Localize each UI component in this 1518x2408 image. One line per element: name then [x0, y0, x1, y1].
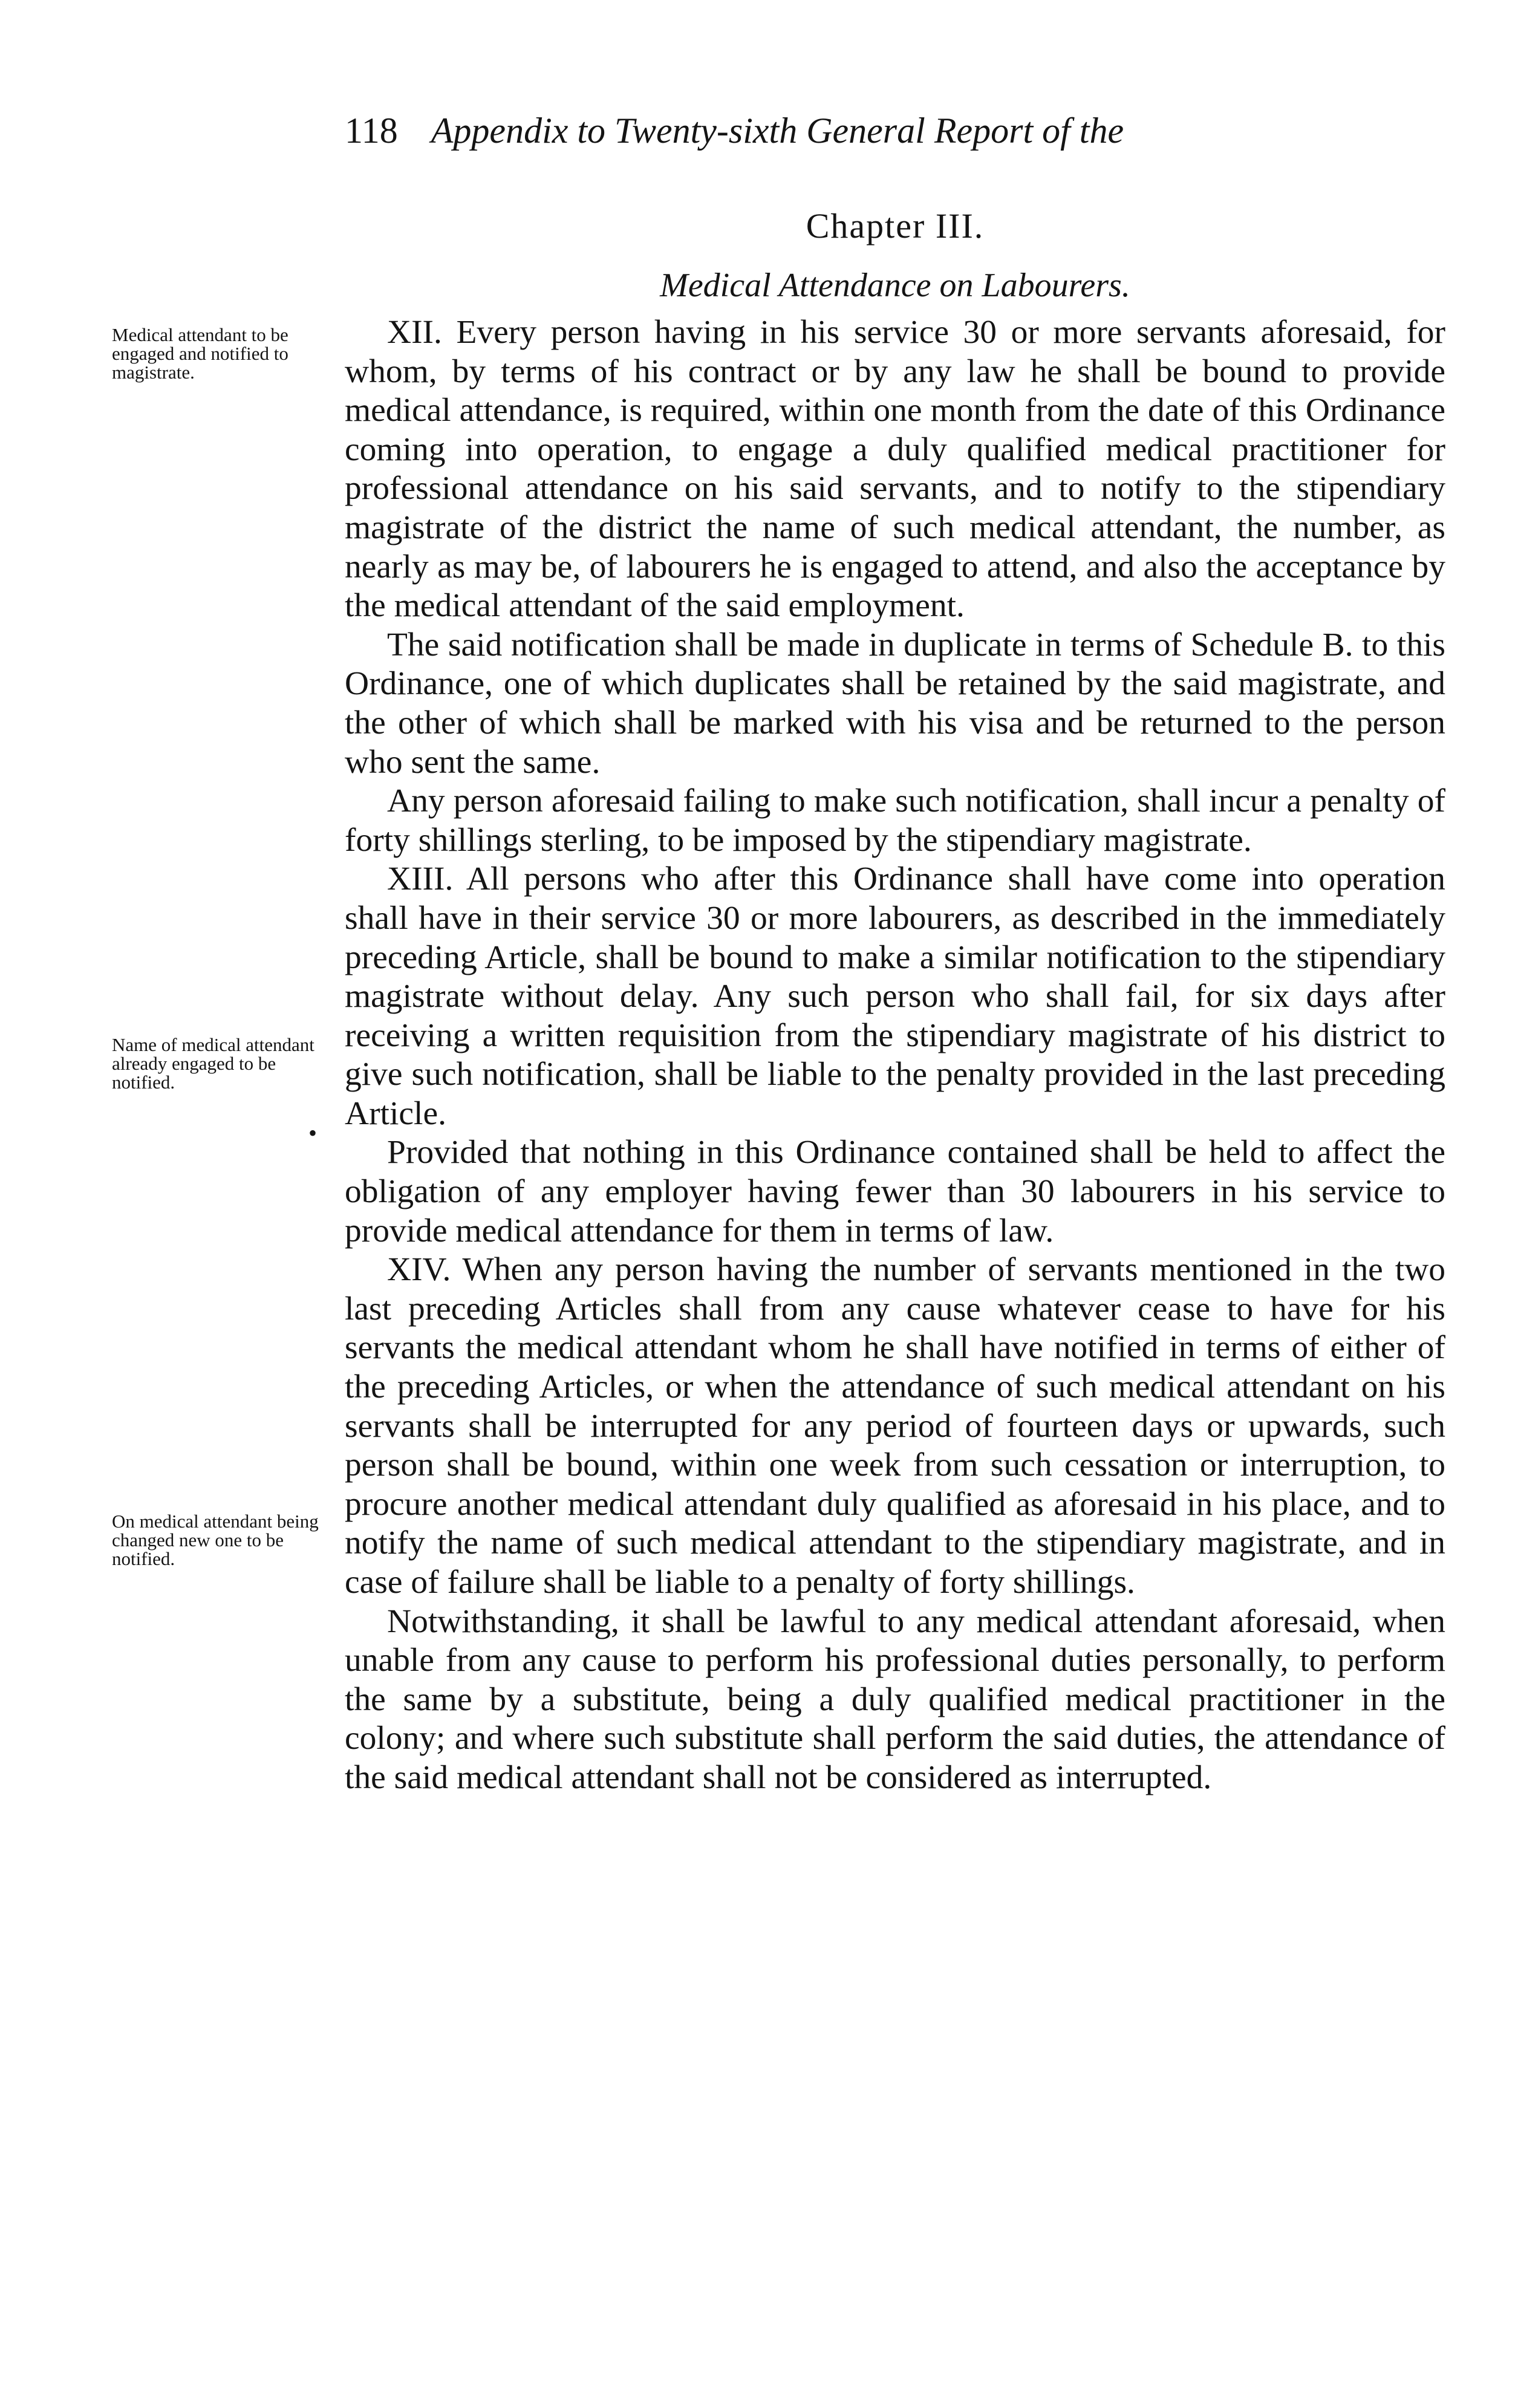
paragraph-article-xii: XII. Every person having in his service 30 or more servants aforesaid, for whom, by terms of his contract or by any law he shall be bound to provide medical attendance, is required, within one month from the date of this Ordinance coming into operation, to engage a duly qualified medical practitioner for professional attendance on his said servants, and to notify to the stipendiary magistrate of the district the name of such medical attendant, the number, as nearly as may be, of labourers he is engaged to attend, and also the acceptance by the medical attendant of the said employment. — [345, 314, 1445, 625]
running-header — [345, 110, 1445, 164]
paragraph-substitute: Notwithstanding, it shall be lawful to any medical attendant aforesaid, when unable from any cause to perform his professional duties personally, to perform the same by a substitute, being a duly qualified medical practitioner in the colony; and where such substitute shall perform the said duties, the attendance of the said medical attendant shall not be considered as interrupted. — [345, 1603, 1445, 1796]
paragraph-article-xiv: XIV. When any person having the number of servants mentioned in the two last preceding Articles shall from any cause whatever cease to have for his servants the medical attendant whom he shall have notified in terms of either of the preceding Articles, or when the attendance of such medical attendant on his servants shall be interrupted for any period of fourteen days or upwards, such person shall be bound, within one week from such cessation or interruption, to procure another medical attendant duly qualified as aforesaid in his place, and to notify the name of such medical attendant to the stipendiary magistrate, and in case of failure shall be liable to a penalty of forty shillings. — [345, 1251, 1445, 1601]
paragraph-article-xiii: XIII. All persons who after this Ordinance shall have come into operation shall have in their service 30 or more labourers, as described in the immediately preceding Article, shall be bound to make a similar notification to the stipendiary magistrate without delay. Any such person who shall fail, for six days after receiving a written requisition from the stipendiary magistrate of his district to give such notification, shall be liable to the penalty provided in the last preceding Article. — [345, 861, 1445, 1132]
chapter-heading: Chapter III. — [806, 206, 985, 246]
body-text — [345, 313, 1445, 1798]
side-note-article-xiv: On medical attendant being changed new one to be notified. — [112, 1511, 319, 1569]
running-title: Appendix to Twenty-sixth General Report of the — [431, 111, 1124, 151]
paragraph-duplicate-notification: The said notification shall be made in duplicate in terms of Schedule B. to this Ordinance, one of which duplicates shall be retained by the said magistrate, and the other of which shall be marked with his visa and be returned to the person who sent the same. — [345, 626, 1445, 781]
margin-mark: • — [308, 1119, 318, 1147]
paragraph-penalty: Any person aforesaid failing to make such notification, shall incur a penalty of forty shillings sterling, to be imposed by the stipendiary magistrate. — [345, 783, 1445, 859]
chapter-subtitle: Medical Attendance on Labourers. — [660, 267, 1130, 304]
page-number: 118 — [345, 111, 398, 151]
paragraph-proviso: Provided that nothing in this Ordinance contained shall be held to affect the obligation of any employer having fewer than 30 labourers in his service to provide medical attendance for them in terms of law. — [345, 1134, 1445, 1249]
side-note-article-xii: Medical attendant to be engaged and notified to magistrate. — [112, 324, 288, 383]
side-note-article-xiii: Name of medical attendant already engaged to be notified. — [112, 1034, 314, 1093]
